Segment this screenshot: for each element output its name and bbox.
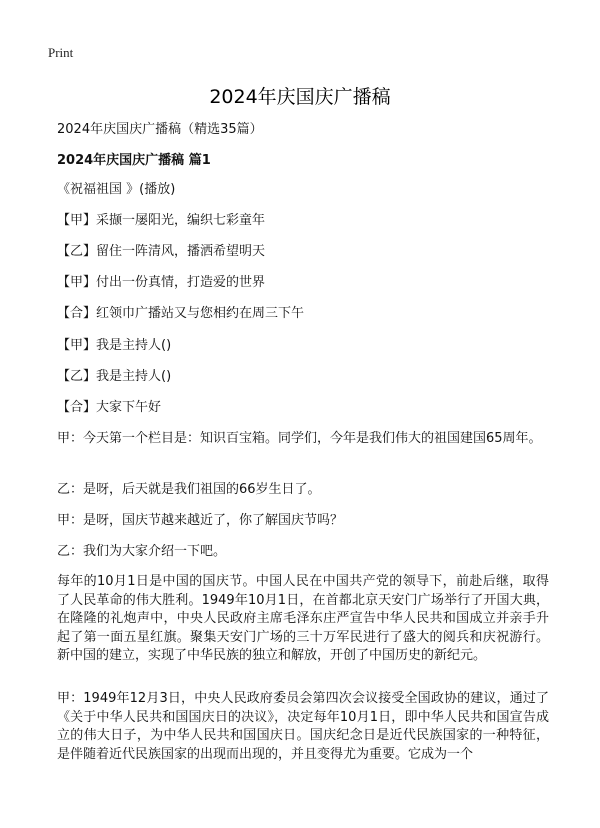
print-link[interactable]: Print xyxy=(48,45,74,60)
document-subtitle: 2024年庆国庆广播稿（精选35篇） xyxy=(57,122,263,137)
dialogue-line: 甲：是呀，国庆节越来越近了，你了解国庆节吗？ xyxy=(57,513,344,528)
script-line: 【合】红领巾广播站又与您相约在周三下午 xyxy=(57,306,305,321)
script-line: 【甲】付出一份真情，打造爱的世界 xyxy=(57,275,266,290)
section-heading: 2024年庆国庆广播稿 篇1 xyxy=(57,153,211,168)
script-line: 【合】大家下午好 xyxy=(57,400,162,415)
script-line: 【乙】我是主持人() xyxy=(57,369,172,384)
script-line: 《祝福祖国 》(播放) xyxy=(57,182,176,197)
script-line: 【甲】我是主持人() xyxy=(57,338,172,353)
script-line: 【甲】采撷一屡阳光，编织七彩童年 xyxy=(57,213,266,228)
script-line: 【乙】留住一阵清风，播洒希望明天 xyxy=(57,244,266,259)
page-title: 2024年庆国庆广播稿 xyxy=(209,86,391,108)
dialogue-line: 甲：今天第一个栏目是：知识百宝箱。同学们，今年是我们伟大的祖国建国65周年。 xyxy=(57,431,542,446)
body-paragraph: 甲：1949年12月3日，中央人民政府委员会第四次会议接受全国政协的建议，通过了《关于中华人民共和国国庆日的决议》，决定每年10月1日，即中华人民共和国宣告成立的伟大日子，为中华人民共和国国庆日。国庆纪念日是近代民族国家的一种特征，是伴随着近代民族国家的出现而出现的，并且变得尤为重要。它成为一个 xyxy=(57,691,549,762)
dialogue-line: 乙：我们为大家介绍一下吧。 xyxy=(57,544,227,559)
body-paragraph: 每年的10月1日是中国的国庆节。中国人民在中国共产党的领导下，前赴后继，取得了人民革命的伟大胜利。1949年10月1日，在首都北京天安门广场举行了开国大典，在隆隆的礼炮声中，中央人民政府主席毛泽东庄严宣告中华人民共和国成立并亲手升起了第一面五星红旗。聚集天安门广场的三十万军民进行了盛大的阅兵和庆祝游行。新中国的建立，实现了中华民族的独立和解放，开创了中国历史的新纪元。 xyxy=(57,574,549,663)
dialogue-line: 乙：是呀，后天就是我们祖国的66岁生日了。 xyxy=(57,482,321,497)
